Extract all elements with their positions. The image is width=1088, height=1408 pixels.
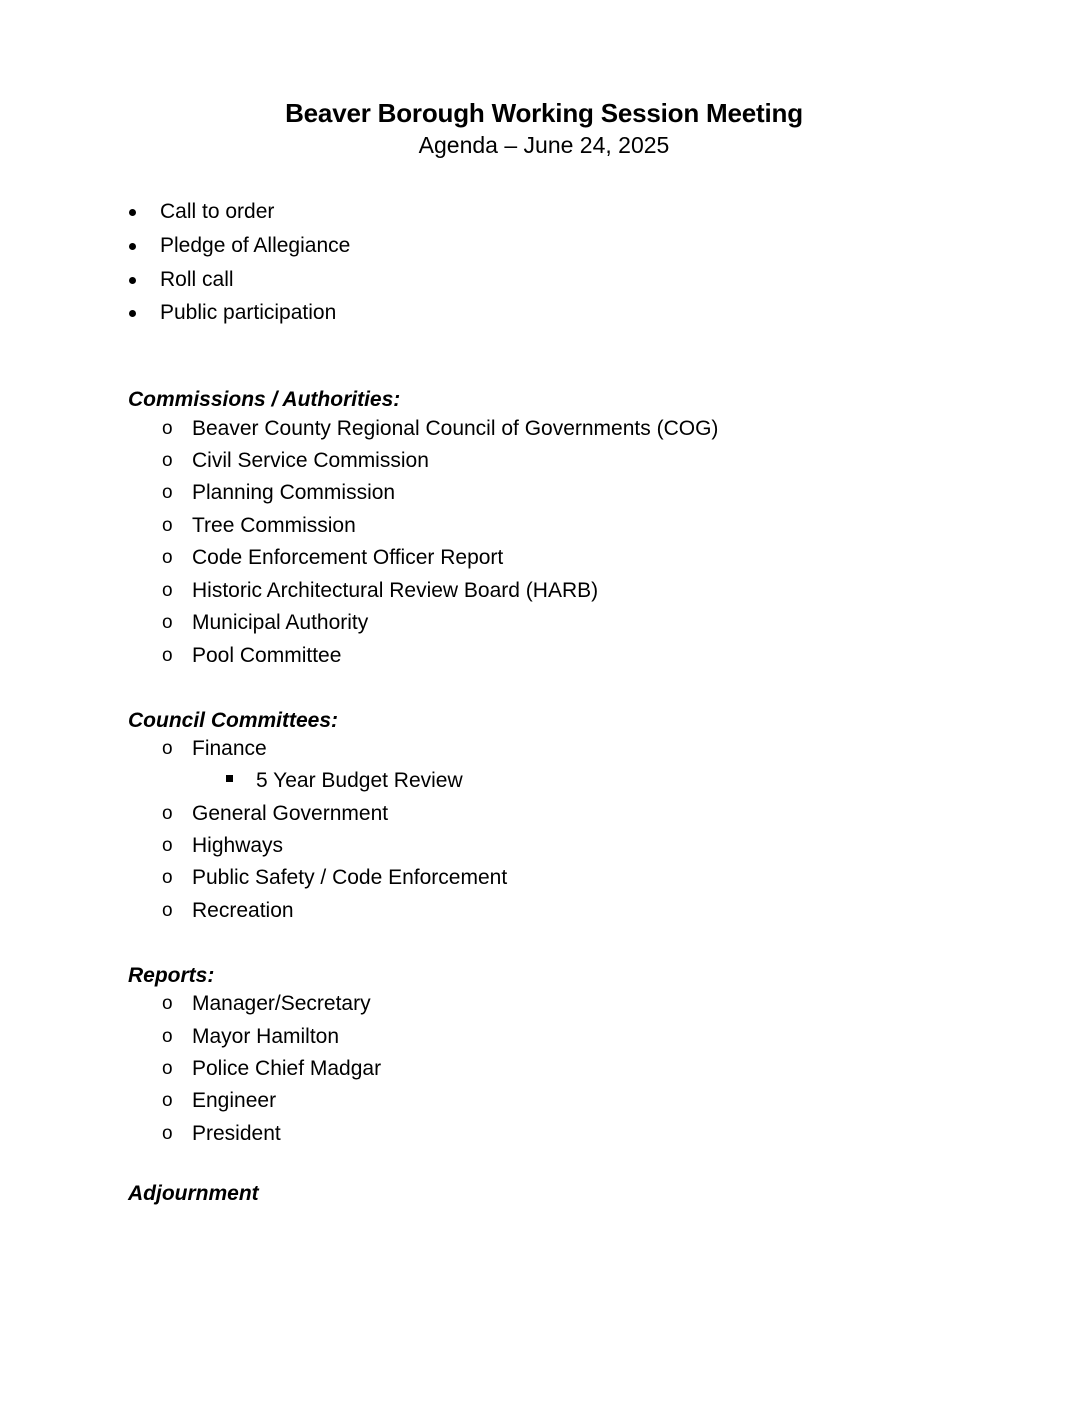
list-item-text: Beaver County Regional Council of Governments (COG) bbox=[192, 417, 719, 440]
list-item-text: Highways bbox=[192, 834, 284, 857]
circle-bullet-icon: o bbox=[162, 867, 173, 888]
list-item-text: Public Safety / Code Enforcement bbox=[192, 866, 508, 889]
page-subtitle: Agenda – June 24, 2025 bbox=[418, 132, 670, 158]
list-item-text: Police Chief Madgar bbox=[192, 1057, 382, 1080]
circle-bullet-icon: o bbox=[162, 803, 173, 824]
list-item-text: Manager/Secretary bbox=[192, 992, 371, 1015]
circle-bullet-icon: o bbox=[162, 645, 173, 666]
circle-bullet-icon: o bbox=[162, 1090, 173, 1111]
page-title: Beaver Borough Working Session Meeting bbox=[285, 98, 803, 128]
circle-bullet-icon: o bbox=[162, 1058, 173, 1079]
list-item-text: Civil Service Commission bbox=[192, 449, 429, 472]
list-item-text: Finance bbox=[192, 737, 267, 760]
section-heading: Commissions / Authorities: bbox=[128, 388, 401, 411]
circle-bullet-icon: o bbox=[162, 547, 173, 568]
list-item-text: Public participation bbox=[160, 301, 337, 324]
section-heading: Reports: bbox=[128, 964, 215, 987]
bullet-dot-icon bbox=[129, 243, 136, 250]
list-item-text: Tree Commission bbox=[192, 514, 356, 537]
circle-bullet-icon: o bbox=[162, 515, 173, 536]
circle-bullet-icon: o bbox=[162, 900, 173, 921]
list-item-text: Municipal Authority bbox=[192, 611, 369, 634]
circle-bullet-icon: o bbox=[162, 482, 173, 503]
list-item-text: Mayor Hamilton bbox=[192, 1025, 340, 1048]
list-item-text: Planning Commission bbox=[192, 481, 396, 504]
list-item-text: Pledge of Allegiance bbox=[160, 234, 351, 257]
section-heading: Council Committees: bbox=[128, 709, 339, 732]
list-item-text: General Government bbox=[192, 802, 389, 825]
list-item-text: Historic Architectural Review Board (HARB) bbox=[192, 579, 599, 602]
circle-bullet-icon: o bbox=[162, 835, 173, 856]
bullet-dot-icon bbox=[129, 277, 136, 284]
circle-bullet-icon: o bbox=[162, 580, 173, 601]
list-item-text: Engineer bbox=[192, 1089, 277, 1112]
bullet-dot-icon bbox=[129, 310, 136, 317]
circle-bullet-icon: o bbox=[162, 738, 173, 759]
bullet-dot-icon bbox=[129, 209, 136, 216]
list-item-text: Call to order bbox=[160, 200, 275, 223]
list-item-text: Roll call bbox=[160, 268, 234, 291]
list-item-text: Pool Committee bbox=[192, 644, 342, 667]
list-item-text: 5 Year Budget Review bbox=[256, 769, 463, 792]
square-bullet-icon bbox=[226, 775, 233, 782]
list-item-text: Recreation bbox=[192, 899, 294, 922]
adjournment-heading: Adjournment bbox=[128, 1182, 259, 1205]
circle-bullet-icon: o bbox=[162, 1026, 173, 1047]
circle-bullet-icon: o bbox=[162, 612, 173, 633]
circle-bullet-icon: o bbox=[162, 993, 173, 1014]
list-item-text: Code Enforcement Officer Report bbox=[192, 546, 504, 569]
list-item-text: President bbox=[192, 1122, 281, 1145]
circle-bullet-icon: o bbox=[162, 1123, 173, 1144]
circle-bullet-icon: o bbox=[162, 418, 173, 439]
circle-bullet-icon: o bbox=[162, 450, 173, 471]
